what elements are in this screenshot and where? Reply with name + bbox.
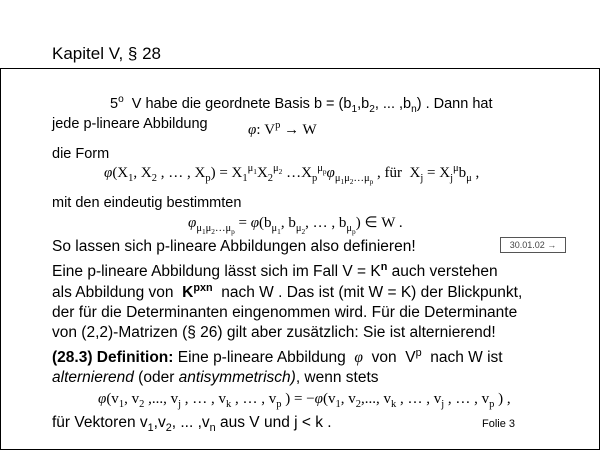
definition-line-2: alternierend (oder antisymmetrisch), wenn stets <box>52 369 379 386</box>
form-label: die Form <box>52 146 110 162</box>
para-line-4: von (2,2)-Matrizen (§ 26) gilt aber zusätzlich: Sie ist alternierend! <box>52 324 496 341</box>
date-badge[interactable]: 30.01.02 → <box>500 237 566 253</box>
slide-number: Folie 3 <box>482 418 516 430</box>
coefficient-formula: $\varphi_{\mu_1\mu_2\dots\mu_p} = \varphi(b_{\mu_1}$, $b_{\mu_2}$, … , $b_{\mu_p}$) ∈ W . <box>188 215 403 237</box>
para-line-2: als Abbildung von $K^{pxn}$ nach W . Das ist (mit W = K) der Blickpunkt, <box>52 281 523 301</box>
definition-line-1: (28.3) Definition: Eine p-lineare Abbildung φ von $V^p$ nach W ist <box>52 346 503 366</box>
para-line-3: der für die Determinanten eingenommen wird. Für die Determinante <box>52 304 518 321</box>
so-line: So lassen sich p-lineare Abbildungen also definieren! <box>52 238 416 255</box>
definition-line-3: für Vektoren $v_1,v_2$, ... $,v_n$ aus V und j < k . <box>52 414 332 435</box>
para-line-1: Eine p-lineare Abbildung lässt sich im Fall $V = K^n$ auch verstehen <box>52 260 498 280</box>
form-formula: $\varphi(X_1$, $X_2$ , … , $X_p) = X_1^{\mu_1}X_2^{\mu_2}$ $\dots X_p^{\mu_p}\varphi_{\mu_1\mu_2\dots\mu_p}$ , für $X_j = X_j^\mu b_\mu$ , <box>104 163 480 187</box>
page-title: Kapitel V, § 28 <box>52 44 162 63</box>
intro-line-1: 5$^o$ V habe die geordnete Basis $b = (b_1,b_2$, ... $,b_n$) . Dann hat <box>110 94 493 115</box>
intro-line-2: jede p-lineare Abbildung <box>52 116 208 132</box>
mit-line: mit den eindeutig bestimmten <box>52 195 242 211</box>
alternating-formula: $\varphi(v_1$, $v_2$ ,..., $v_j$ , … , $v_k$ , … , $v_p$ ) = $-\varphi(v_1$, $v_2$,..., $v_k$ , … , $v_j$ , … , $v_p$ ) , <box>98 391 511 410</box>
map-formula: φ: $V^p \to W$ <box>248 120 317 138</box>
